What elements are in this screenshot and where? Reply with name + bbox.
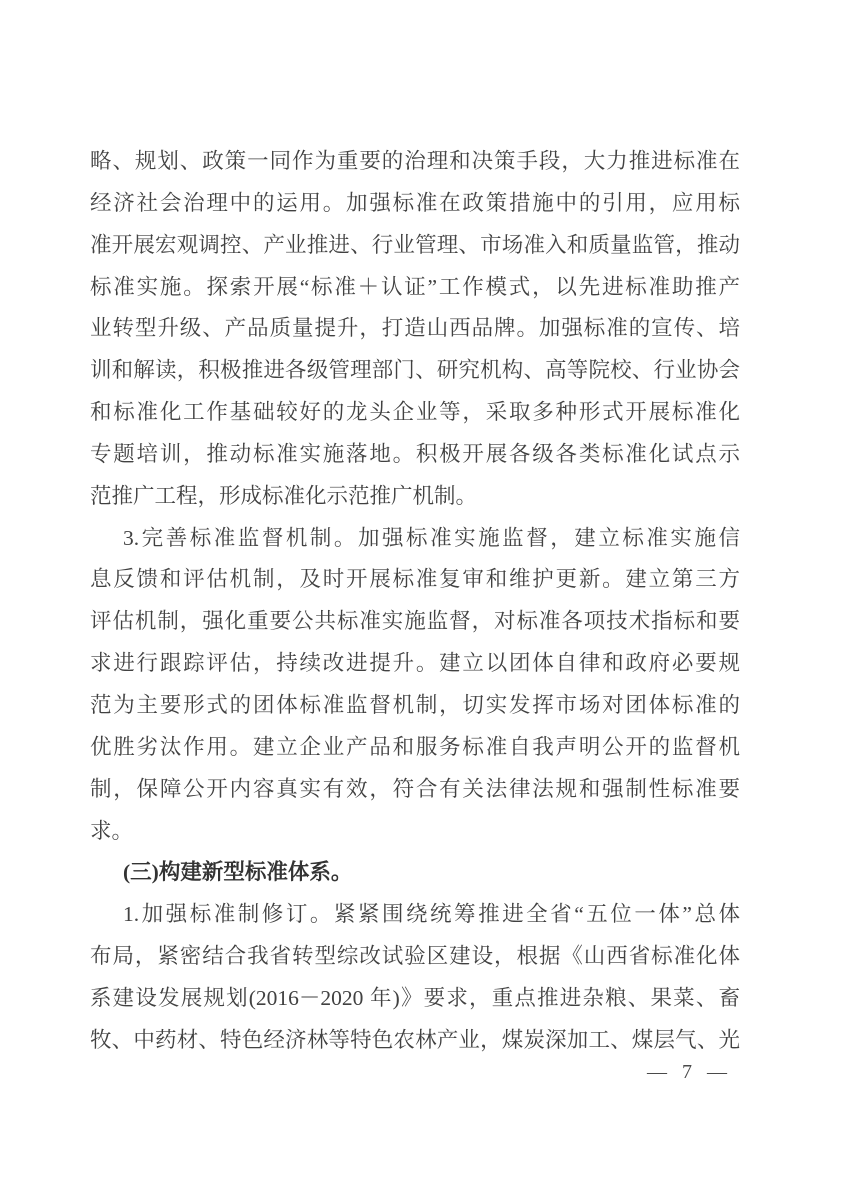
body-text-line: 求进行跟踪评估，持续改进提升。建立以团体自律和政府必要规	[90, 651, 740, 676]
body-text-line: 准开展宏观调控、产业推进、行业管理、市场准入和质量监管，推动	[90, 232, 740, 257]
body-text-line: 范推广工程，形成标准化示范推广机制。	[90, 483, 478, 508]
body-text-line: 1.加强标准制修订。紧紧围绕统筹推进全省“五位一体”总体	[123, 902, 740, 927]
body-text-line: 求。	[90, 818, 134, 843]
body-text-line: 息反馈和评估机制，及时开展标准复审和维护更新。建立第三方	[90, 567, 740, 592]
body-text-line: 范为主要形式的团体标准监督机制，切实发挥市场对团体标准的	[90, 692, 740, 717]
body-text-line: 经济社会治理中的运用。加强标准在政策措施中的引用，应用标	[90, 190, 740, 215]
body-text-line: 训和解读，积极推进各级管理部门、研究机构、高等院校、行业协会	[90, 358, 740, 383]
body-text-line: 标准实施。探索开展“标准＋认证”工作模式，以先进标准助推产	[90, 274, 740, 299]
body-text-line: 布局，紧密结合我省转型综改试验区建设，根据《山西省标准化体	[90, 944, 740, 969]
document-body	[90, 141, 740, 1062]
body-text-line: 制，保障公开内容真实有效，符合有关法律法规和强制性标准要	[90, 776, 740, 801]
body-text-line: 专题培训，推动标准实施落地。积极开展各级各类标准化试点示	[90, 441, 740, 466]
body-text-line: 3.完善标准监督机制。加强标准实施监督，建立标准实施信	[123, 525, 740, 550]
body-text-line: 和标准化工作基础较好的龙头企业等，采取多种形式开展标准化	[90, 400, 740, 425]
body-text-line: 优胜劣汰作用。建立企业产品和服务标准自我声明公开的监督机	[90, 734, 740, 759]
body-text-line: 业转型升级、产品质量提升，打造山西品牌。加强标准的宣传、培	[90, 316, 740, 341]
body-text-line: 牧、中药材、特色经济林等特色农林产业，煤炭深加工、煤层气、光	[90, 1027, 740, 1052]
section-heading: (三)构建新型标准体系。	[123, 860, 353, 885]
body-text-line: 略、规划、政策一同作为重要的治理和决策手段，大力推进标准在	[90, 149, 740, 173]
body-text-line: 评估机制，强化重要公共标准实施监督，对标准各项技术指标和要	[90, 609, 740, 634]
body-text-line: 系建设发展规划(2016－2020 年)》要求，重点推进杂粮、果菜、畜	[90, 985, 740, 1010]
page-number: — 7 —	[647, 1061, 732, 1083]
